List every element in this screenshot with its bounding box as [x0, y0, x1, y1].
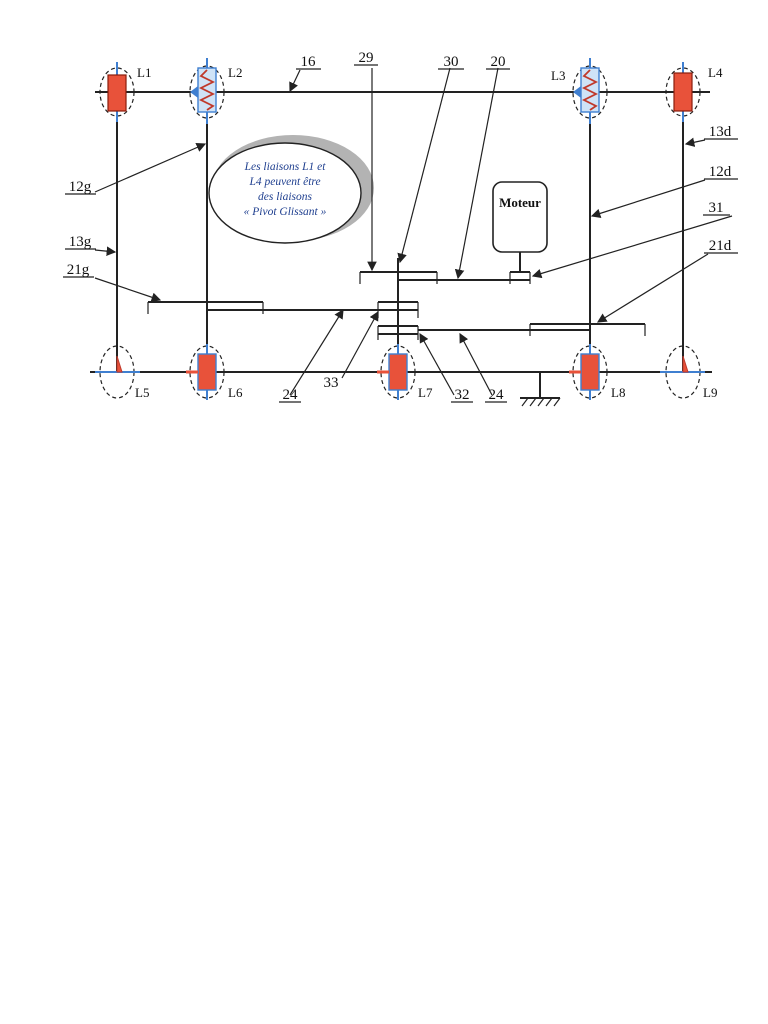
- label-L5: L5: [135, 385, 150, 400]
- label-L9: L9: [703, 385, 718, 400]
- label-L3: L3: [551, 68, 566, 83]
- part-24-left: 24: [282, 387, 298, 403]
- note-line-3: des liaisons: [258, 191, 312, 203]
- part-24-right: 24: [488, 387, 504, 403]
- part-13g: 13g: [68, 234, 92, 250]
- label-L8: L8: [611, 385, 626, 400]
- leader-lines: [95, 68, 732, 395]
- part-21d: 21d: [708, 238, 732, 254]
- note-line-1: Les liaisons L1 et: [244, 161, 326, 173]
- label-L1: L1: [137, 65, 152, 80]
- part-30: 30: [443, 54, 459, 70]
- part-12d: 12d: [708, 164, 732, 180]
- part-12g: 12g: [68, 179, 92, 195]
- label-L4: L4: [708, 65, 723, 80]
- motor-label: Moteur: [499, 195, 541, 210]
- motor-box: [493, 182, 547, 252]
- part-13d: 13d: [708, 124, 732, 140]
- part-31: 31: [708, 200, 724, 216]
- note-line-2: L4 peuvent être: [249, 176, 321, 188]
- part-29: 29: [358, 50, 374, 66]
- part-21g: 21g: [66, 262, 90, 278]
- part-32: 32: [454, 387, 470, 403]
- part-33: 33: [323, 375, 339, 391]
- label-L2: L2: [228, 65, 243, 80]
- part-16: 16: [300, 54, 316, 70]
- label-L7: L7: [418, 385, 433, 400]
- ground-hatch: [522, 398, 560, 406]
- part-20: 20: [490, 54, 506, 70]
- note-line-4: « Pivot Glissant »: [243, 206, 327, 218]
- label-L6: L6: [228, 385, 243, 400]
